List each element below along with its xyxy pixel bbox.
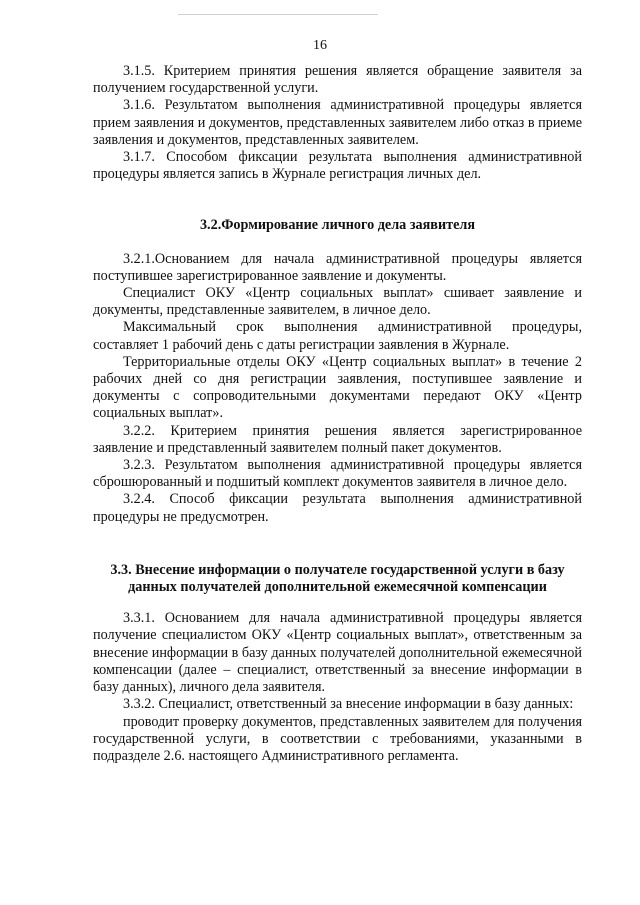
- paragraph-territorial-offices: Территориальные отделы ОКУ «Центр социальных выплат» в течение 2 рабочих дней со дня регистрации заявления, поступившее заявление и документы с сопроводительными документами передают ОКУ «Центр социальных выплат».: [93, 353, 582, 422]
- paragraph-3-3-1: 3.3.1. Основанием для начала административной процедуры является получение специалистом ОКУ «Центр социальных выплат», ответственным за внесение информации в базу данных получателей дополнительной ежемесячной компенсации (далее – специалист, ответственный за внесение информации в базу данных), личного дела заявителя.: [93, 610, 582, 696]
- paragraph-3-1-7: 3.1.7. Способом фиксации результата выполнения административной процедуры является запись в Журнале регистрация личных дел.: [93, 149, 582, 183]
- paragraph-document-check: проводит проверку документов, представленных заявителем для получения государственной услуги, в соответствии с требованиями, указанными в подразделе 2.6. настоящего Административного регламента.: [93, 713, 582, 764]
- section-heading-3-3: 3.3. Внесение информации о получателе государственной услуги в базу данных получателей дополнительной ежемесячной компенсации: [110, 561, 565, 596]
- paragraph-3-2-4: 3.2.4. Способ фиксации результата выполнения административной процедуры не предусмотрен.: [93, 491, 582, 525]
- paragraph-3-2-2: 3.2.2. Критерием принятия решения является зарегистрированное заявление и представленный заявителем полный пакет документов.: [93, 422, 582, 456]
- scan-artifact-line: [178, 14, 378, 15]
- section-heading-3-2: 3.2.Формирование личного дела заявителя: [199, 217, 476, 234]
- paragraph-3-2-1: 3.2.1.Основанием для начала административной процедуры является поступившее зарегистрированное заявление и документы.: [93, 250, 582, 284]
- paragraph-3-2-3: 3.2.3. Результатом выполнения административной процедуры является сброшюрованный и подшитый комплект документов заявителя в личное дело.: [93, 457, 582, 491]
- paragraph-max-term: Максимальный срок выполнения административной процедуры, составляет 1 рабочий день с даты регистрации заявления в Журнале.: [93, 319, 582, 353]
- document-body: [93, 63, 582, 765]
- paragraph-specialist-binds: Специалист ОКУ «Центр социальных выплат» сшивает заявление и документы, представленные заявителем, в личное дело.: [93, 285, 582, 319]
- paragraph-3-3-2: 3.3.2. Специалист, ответственный за внесение информации в базу данных:: [123, 696, 574, 713]
- paragraph-3-1-5: 3.1.5. Критерием принятия решения является обращение заявителя за получением государственной услуги.: [93, 63, 582, 97]
- paragraph-3-1-6: 3.1.6. Результатом выполнения административной процедуры является прием заявления и документов, представленных заявителем либо отказ в приеме заявления и документов, представленных заявителем.: [93, 97, 582, 148]
- page-number: 16: [313, 38, 327, 53]
